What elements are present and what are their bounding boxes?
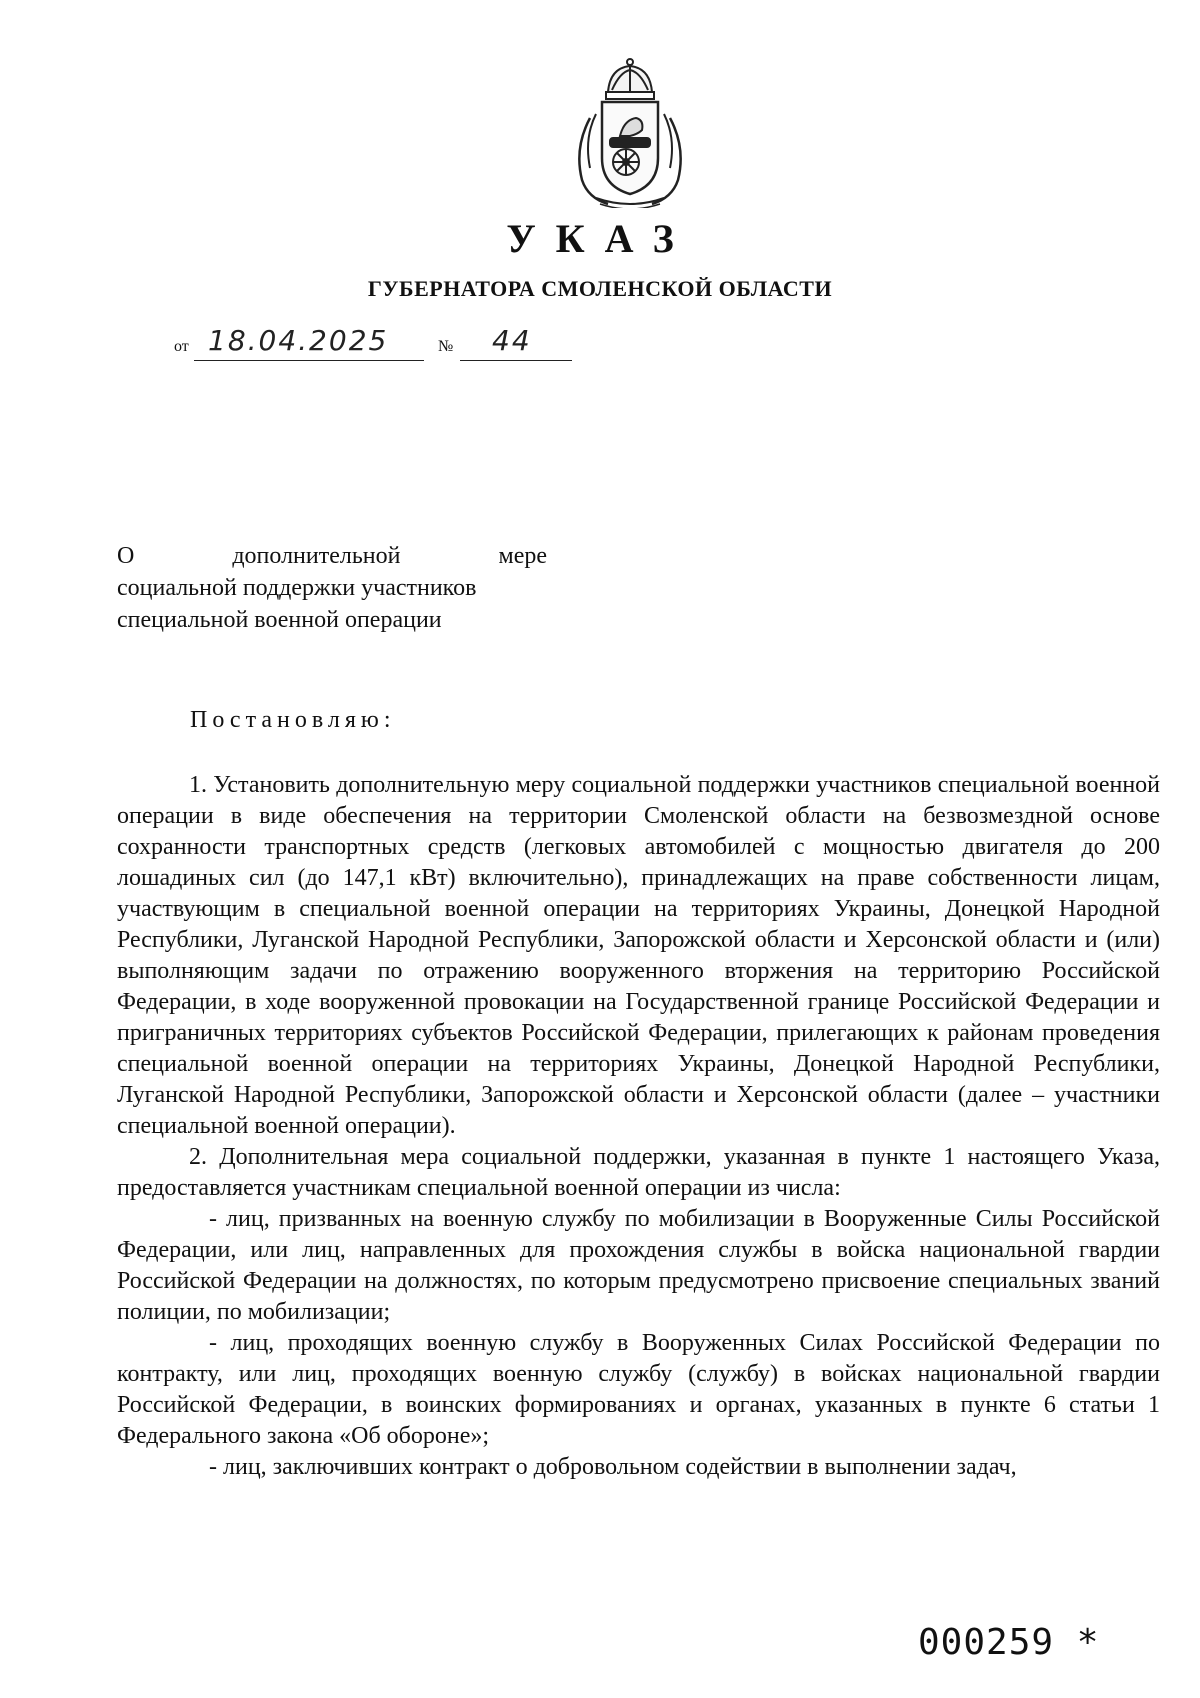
document-serial-number: 000259 * (918, 1622, 1100, 1663)
decree-subject (117, 540, 547, 636)
date-label: от (174, 338, 189, 355)
date-underline (194, 360, 424, 361)
handwritten-date: 18.04.2025 (208, 324, 389, 357)
list-item: - лиц, заключивших контракт о добровольном содействии в выполнении задач, (209, 1454, 1017, 1480)
document-title: УКАЗ (506, 216, 694, 261)
list-item: - лиц, проходящих военную службу в Вооруженных Силах Российской Федерации по контракту, или лиц, проходящих военную службу (службу) в войсках национальной гвардии Российской Федерации, в воинских формированиях и органах, указанных в пункте 6 статьи 1 Федерального закона «Об обороне»; (117, 1330, 1160, 1449)
subject-word-3: мере (498, 543, 547, 569)
number-label: № (438, 338, 454, 355)
coat-of-arms-emblem (560, 58, 700, 208)
list-item: - лиц, призванных на военную службу по мобилизации в Вооруженные Силы Российской Федерации, или лиц, направленных для прохождения службы в войска национальной гвардии Российской Федерации на должностях, по которым предусмотрено присвоение специальных званий полиции, по мобилизации; (117, 1206, 1160, 1325)
subject-line-1 (117, 540, 547, 572)
handwritten-number: 44 (492, 324, 532, 357)
decree-body (117, 770, 1160, 1483)
issuing-authority: ГУБЕРНАТОРА СМОЛЕНСКОЙ ОБЛАСТИ (367, 276, 833, 301)
subject-word-1: О (117, 543, 135, 569)
paragraph-1: 1. Установить дополнительную меру социальной поддержки участников специальной военной операции в виде обеспечения на территории Смоленской области на безвозмездной основе сохранности транспортных средств (легковых автомобилей с мощностью двигателя до 200 лошадиных сил (до 147,1 кВт) включительно), принадлежащих на праве собственности лицам, участвующим в специальной военной операции на территориях Украины, Донецкой Народной Республики, Луганской Народной Республики, Запорожской области и Херсонской области и (или) выполняющим задачи по отражению вооруженного вторжения на территорию Российской Федерации, в ходе вооруженной провокации на Государственной границе Российской Федерации и приграничных территориях субъектов Российской Федерации, прилегающих к районам проведения специальной военной операции на территориях Украины, Донецкой Народной Республики, Луганской Народной Республики, Запорожской области и Херсонской области (далее – участники специальной военной операции). (117, 772, 1160, 1139)
subject-line-2: социальной поддержки участников (117, 575, 477, 601)
number-underline (460, 360, 572, 361)
subject-word-2: дополнительной (232, 543, 401, 569)
subject-line-3: специальной военной операции (117, 607, 442, 633)
decree-word: Постановляю: (190, 707, 396, 733)
paragraph-2: 2. Дополнительная мера социальной поддержки, указанная в пункте 1 настоящего Указа, предоставляется участникам специальной военной операции из числа: (117, 1144, 1160, 1201)
